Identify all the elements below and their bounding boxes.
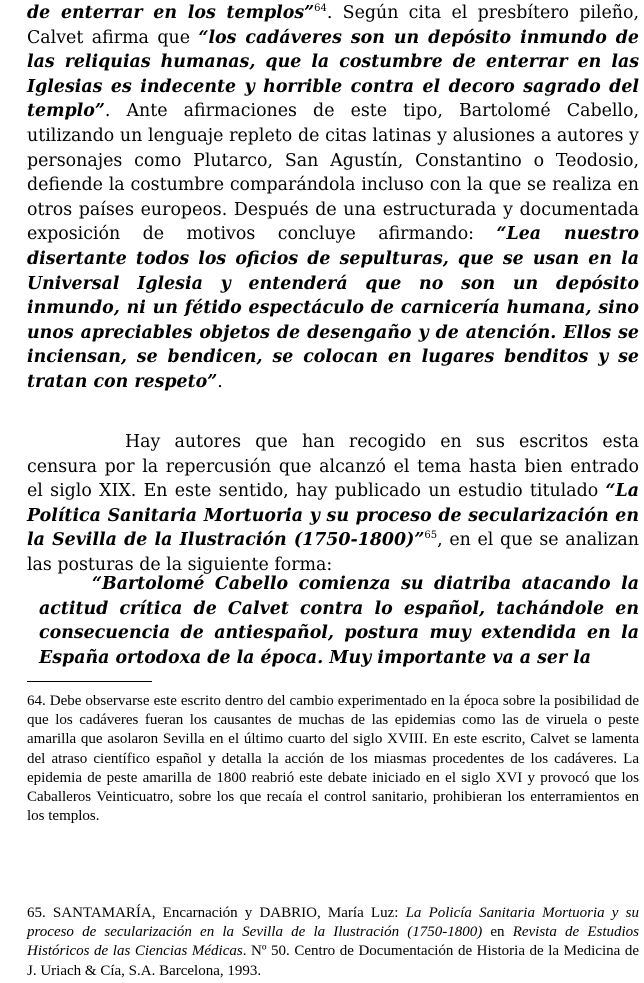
study-title: “La Política Sanitaria Mortuoria y su proceso de secularización en la Sevilla de la Ilustración (1750-1800)” — [27, 481, 639, 551]
paragraph-text: . — [217, 371, 223, 392]
quote-fragment: de enterrar en los templos” — [27, 3, 315, 23]
paragraph-text: . Según cita el presbítero pileño, Calvet afirma que — [27, 3, 639, 48]
calvet-quote: “los cadáveres son un depósito inmundo de las reliquias humanas, que la costumbre de enterrar en las Iglesias es indecente y horrible contra el decoro sagrado del templo” — [27, 27, 639, 122]
paragraph-text: , en el que se analizan las posturas de la siguiente forma: — [27, 530, 639, 575]
footnote-text: en — [482, 924, 513, 941]
footnote-journal-title: Revista de Estudios Históricos de las Ciencias Médicas — [27, 924, 639, 960]
footnote-work-title: La Policía Sanitaria Mortuoria y su proceso de secularización en la Sevilla de la Ilustración (1750-1800) — [27, 905, 639, 941]
body-paragraph-2 — [27, 430, 639, 578]
cabello-quote: “Lea nuestro disertante todos los oficios de sepulturas, que se usan en la Universal Iglesia y entenderá que no son un depósito inmundo, ni un fétido espectáculo de carnicería humana, sino unos apreciables objetos de desengaño y de atención. Ellos se inciensan, se bendicen, se colocan en lugares benditos y se tratan con respeto” — [27, 224, 639, 392]
block-quote: “Bartolomé Cabello comienza su diatriba atacando la actitud crítica de Calvet contra lo español, tachándole en consecuencia de antiespañol, postura muy extendida en la España ortodoxa de la época. Muy importante va a ser la — [39, 574, 639, 668]
paragraph-text: . Ante afirmaciones de este tipo, Bartolomé Cabello, utilizando un lenguaje repleto de citas latinas y alusiones a autores y personajes como Plutarco, San Agustín, Constantino o Teodosio, defiende la costumbre comparándola incluso con la que se realiza en otros países europeos. Después de una estructurada y documentada exposición de motivos concluye afirmando: — [27, 101, 639, 245]
footnote-ref-65[interactable]: 65 — [424, 530, 438, 542]
footnote-text: . Nº 50. Centro de Documentación de Historia de la Medicina de J. Uriach & Cía, S.A. Barcelona, 1993. — [27, 943, 640, 979]
footnote-64: 64. Debe observarse este escrito dentro del cambio experimentado en la época sobre la posibilidad de que los cadáveres fueran los causantes de muchas de las epidemias como las de viruela o peste amarilla que asolaron Sevilla en el último cuarto del siglo XVIII. En este escrito, Calvet se lamenta del atraso científico español y detalla la acción de los miasmas procedentes de los cadáveres. La epidemia de peste amarilla de 1800 reabrió este debate iniciado en el siglo XVI y provocó que los Caballeros Veinticuatro, sobre los que recaía el control sanitario, prohibieran los enterramientos en los templos. — [27, 693, 639, 825]
body-paragraph-1 — [27, 1, 639, 395]
footnote-65 — [27, 904, 639, 981]
footnote-ref-64[interactable]: 64 — [314, 3, 327, 15]
footnote-authors: 65. SANTAMARÍA, Encarnación y DABRIO, María Luz: — [27, 905, 406, 921]
footnote-separator — [27, 681, 152, 682]
paragraph-text: Hay autores que han recogido en sus escritos esta censura por la repercusión que alcanzó el tema hasta bien entrado el siglo XIX. En este sentido, hay publicado un estudio titulado — [27, 432, 639, 502]
